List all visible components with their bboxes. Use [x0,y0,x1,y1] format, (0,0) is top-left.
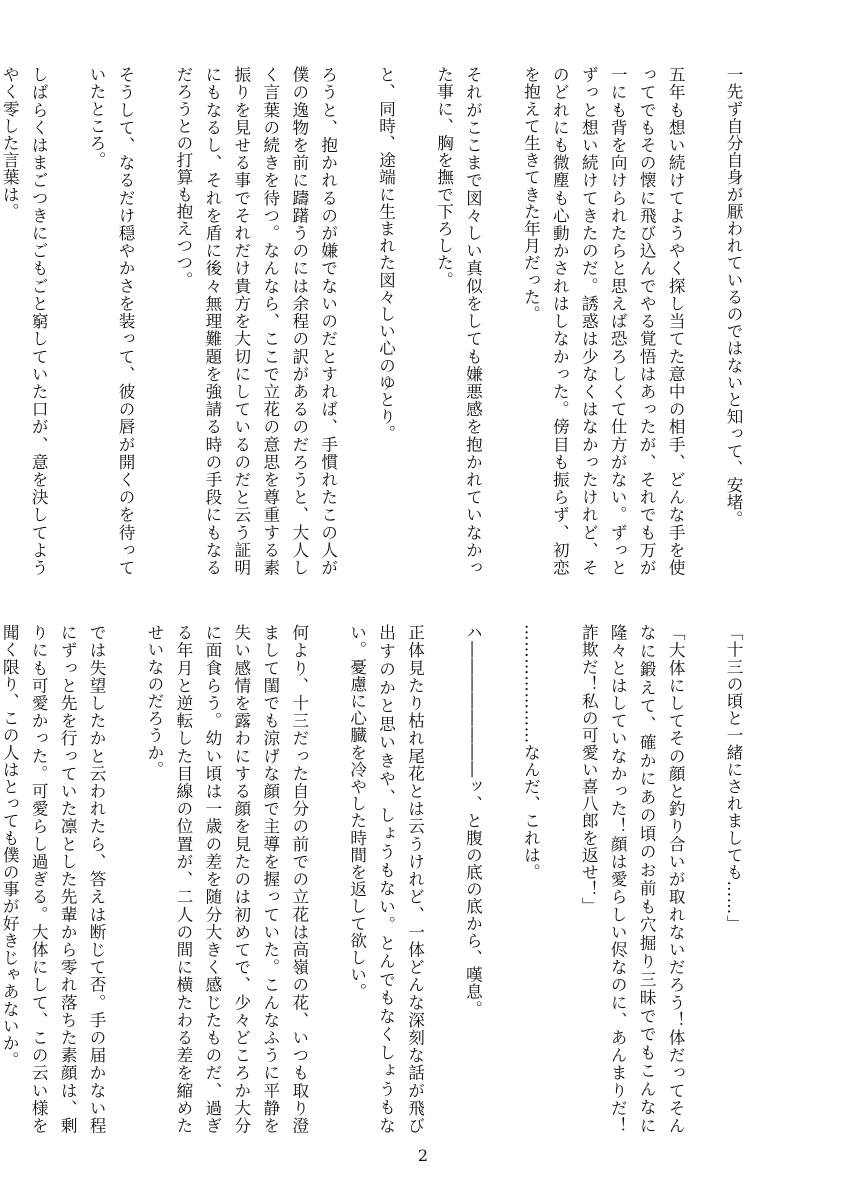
paragraph: …………………なんだ、これは。 [521,624,541,881]
paragraph: そうして、なるだけ穏やかさを装って、彼の唇が開くのを待っていたところ。 [87,66,136,576]
paragraph: ろうと、抱かれるのが嫌でないのだとすれば、手慣れたこの人が僕の逸物を前に躊躇うのには余程の訳があるのだろうと、大人しく言葉の続きを待つ。なんなら、ここで立花の意思を尊重する素振りを見せる事でそれだけ貴方を大切にしているのだと云う証明にもなるし、それを盾に後々無理難題を強請る時の手段にもなるだろうとの打算も抱えつつ。 [173,66,338,576]
paragraph: 五年も想い続けてようやく探し当てた意中の相手、どんな手を使ってでもその懐に飛び込んでやる覚悟はあったが、それでも万が一にも背を向けられたらと思えば恐ろしくて仕方がない。ずっとずっと想い続けてきたのだ。誘惑は少なくはなかったけれど、そのどれにも微塵も心動かされはしなかった。傍目も振らず、初恋を抱えて生きてきた年月だった。 [521,66,686,576]
paragraph: 一先ず自分自身が厭われているのではないと知って、安堵。 [724,66,744,528]
paragraph: では失望したかと云われたら、答えは断じて否。手の届かない程にずっと先を行っていた凛とした先輩から零れ落ちた素顔は、剰りにも可愛かった。可愛らし過ぎる。大体にして、この云い様を聞く限り、この人はとっても僕の事が好きじゃあないか。 [0,624,107,1134]
paragraph: それがここまで図々しい真似をしても嫌悪感を抱かれていなかった事に、胸を撫で下ろした。 [434,66,483,576]
paragraph: ハ――――――――ッ、と腹の底の底から、嘆息。 [463,624,483,1018]
dialogue-line: 「大体にしてその顔と釣り合いが取れないだろう！体だってそんなに鍛えて、確かにあの頃のお前も穴掘り三昧ででもこんなに隆々とはしていなかった！顔は愛らしい侭なのに、あんまりだ！詐欺だ！私の可愛い喜八郎を返せ！」 [579,624,686,1134]
dialogue-line: 「十三の頃と一緒にされましても……」 [724,624,744,932]
lower-text-block [0,624,776,1134]
paragraph: と、同時、途端に生まれた図々しい心のゆとり。 [376,66,396,443]
upper-text-block [0,66,776,576]
paragraph: 何より、十三だった自分の前での立花は高嶺の花、いつも取り澄まして閨でも涼げな顔で主導を握っていた。こんなふうに平静を失い感情を露わにする顔を見たのは初めてで、少々どころか大分に面食らう。幼い頃は一歳の差を随分大きく感じたものだ、過ぎる年月と逆転した目線の位置が、二人の間に横たわる差を縮めたせいなのだろうか。 [144,624,309,1134]
page-number: 2 [417,1146,429,1165]
paragraph: しばらくはまごつきにごもごと窮していた口が、意を決してようやく零した言葉は。 [0,66,49,576]
paragraph: 正体見たり枯れ尾花とは云うけれど、一体どんな深刻な話が飛び出すのかと思いきや、しょうもない。とんでもなくしょうもない。憂慮に心臓を冷やした時間を返して欲しい。 [347,624,425,1134]
